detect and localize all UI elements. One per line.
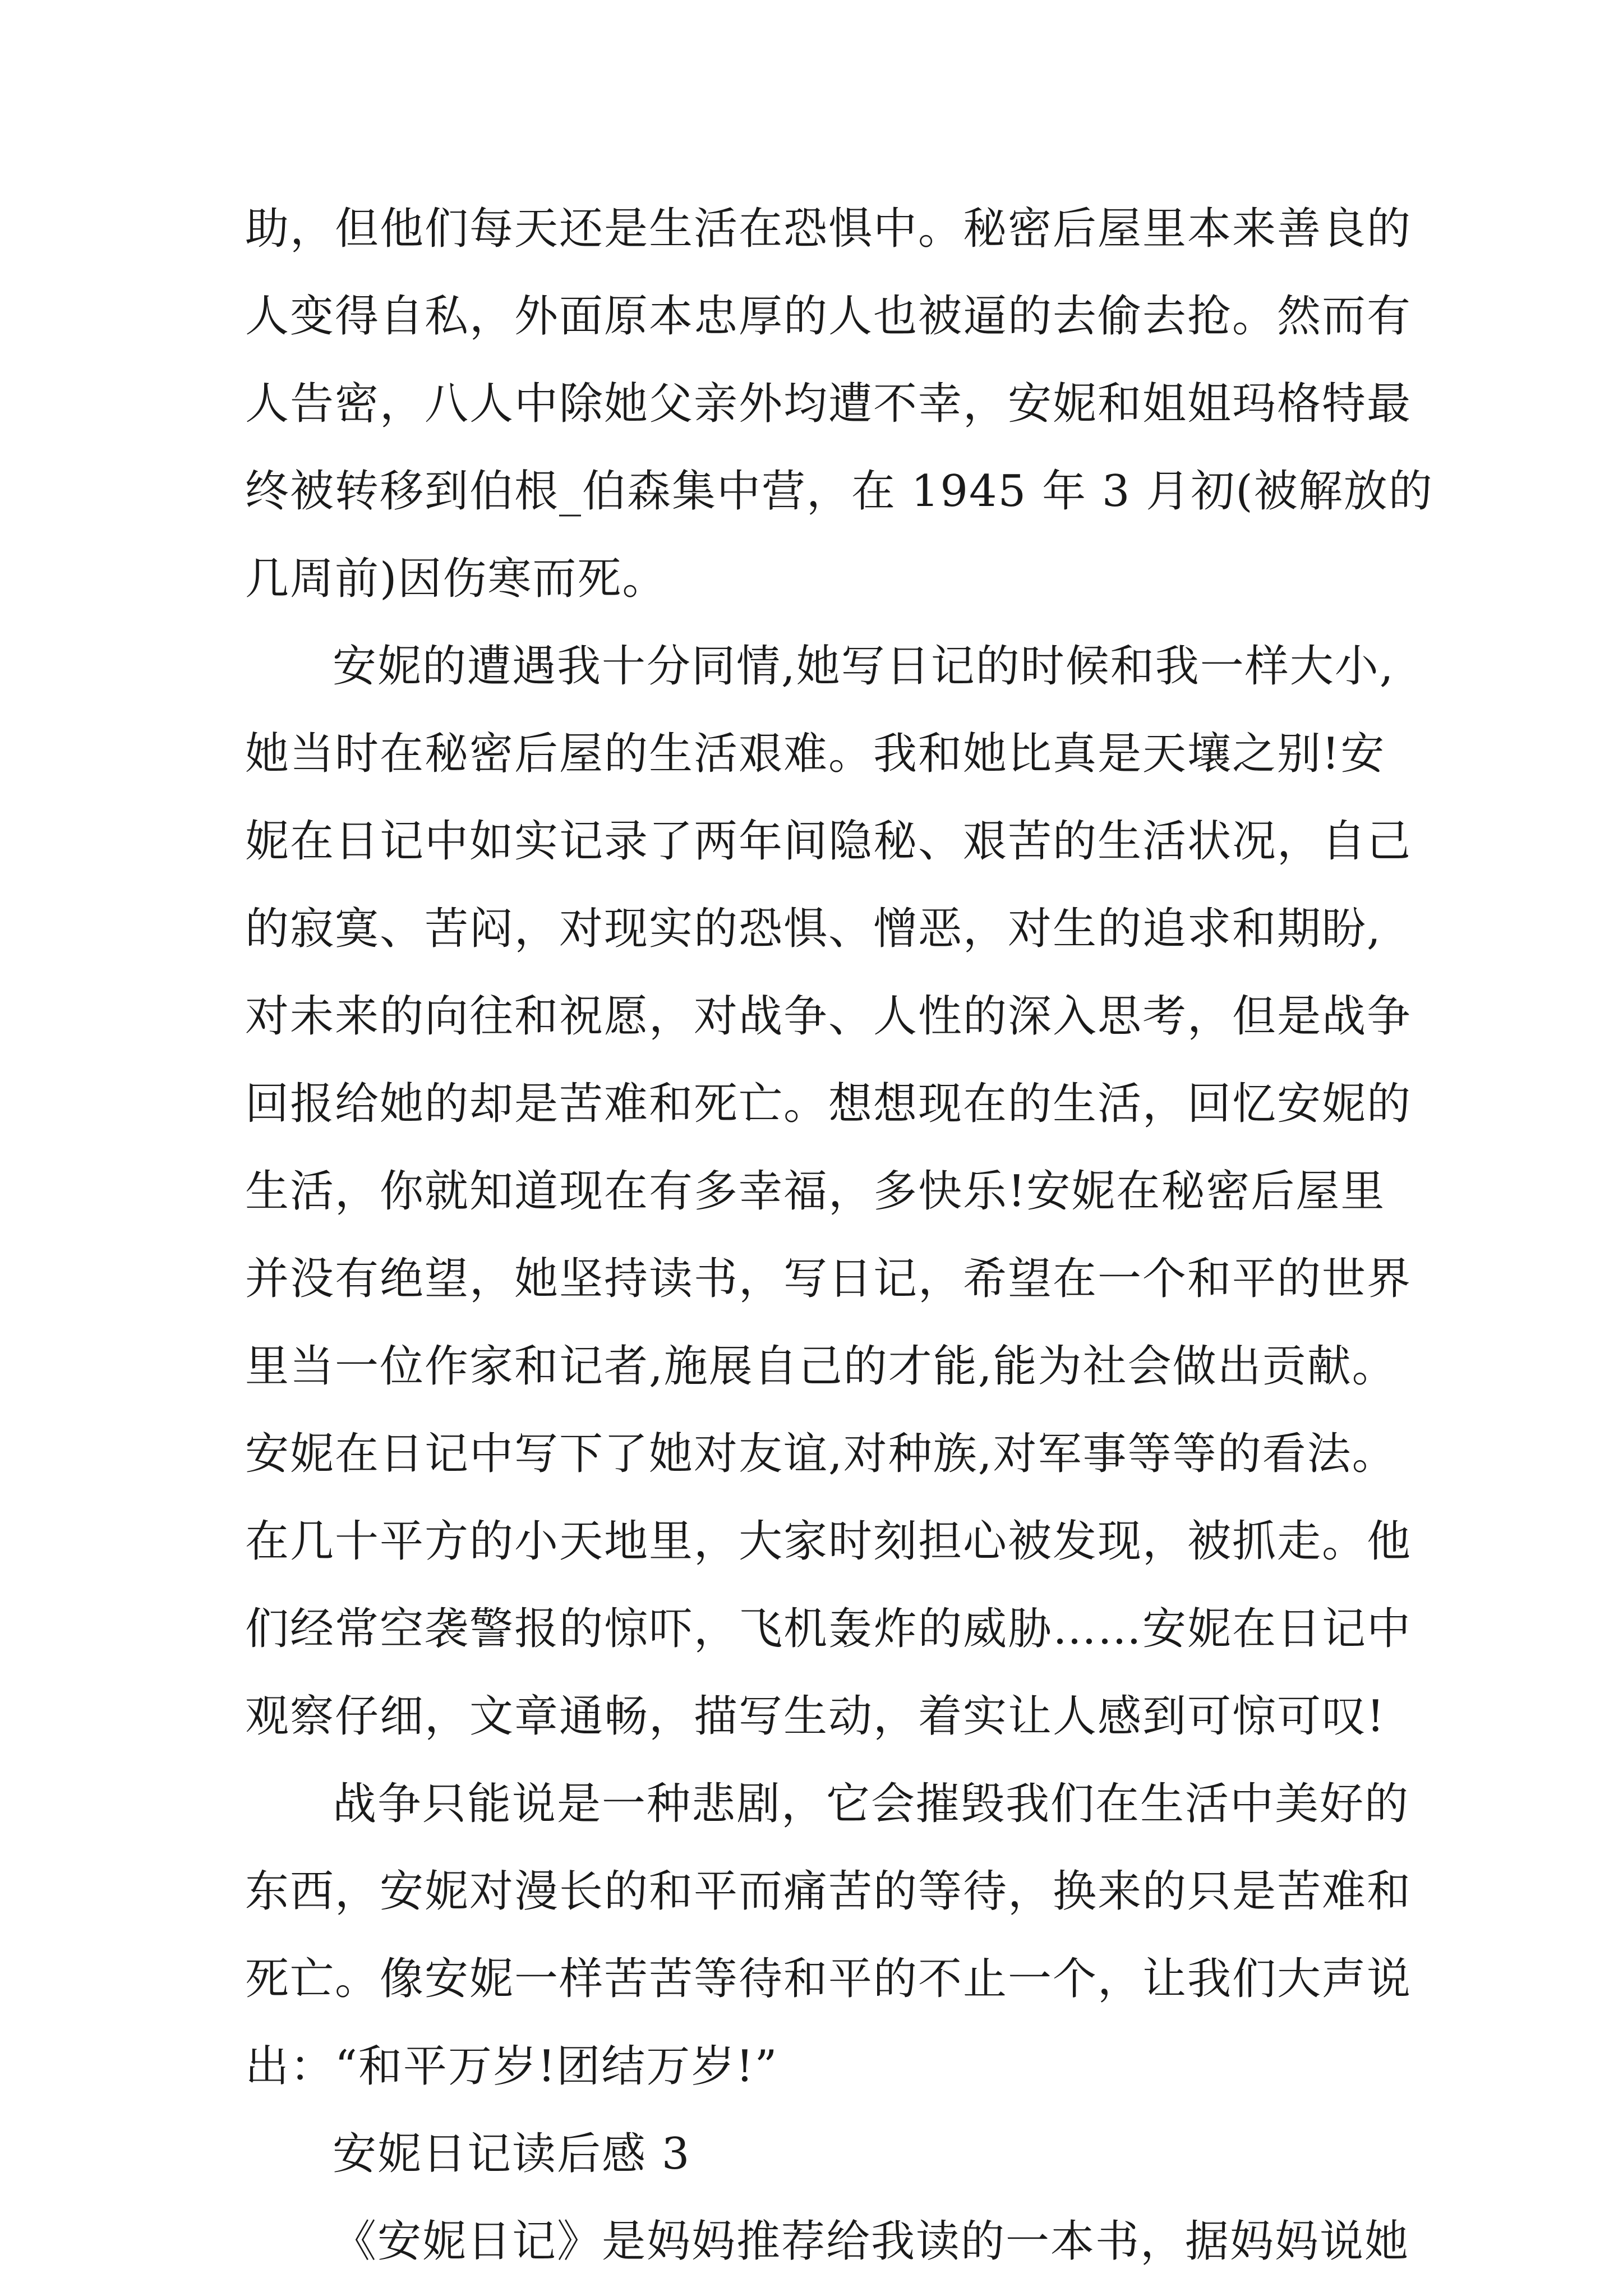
text-line: 人变得自私，外面原本忠厚的人也被逼的去偷去抢。然而有 — [245, 291, 1412, 342]
text-line: 东西，安妮对漫长的和平而痛苦的等待，换来的只是苦难和 — [245, 1866, 1412, 1917]
text-line: 助，但他们每天还是生活在恐惧中。秘密后屋里本来善良的 — [245, 204, 1412, 254]
text-line: 对未来的向往和祝愿，对战争、人性的深入思考，但是战争 — [245, 991, 1412, 1042]
paragraph-first-line: 安妮的遭遇我十分同情,她写日记的时候和我一样大小, — [333, 641, 1395, 692]
text-line: 回报给她的却是苦难和死亡。想想现在的生活，回忆安妮的 — [245, 1079, 1412, 1129]
text-line: 生活，你就知道现在有多幸福，多快乐!安妮在秘密后屋里 — [245, 1166, 1386, 1217]
text-line: 出：“和平万岁!团结万岁!” — [245, 2041, 778, 2092]
paragraph-first-line: 战争只能说是一种悲剧，它会摧毁我们在生活中美好的 — [333, 1779, 1410, 1829]
section-heading: 安妮日记读后感 3 — [333, 2129, 691, 2179]
text-line: 终被转移到伯根_伯森集中营，在 1945 年 3 月初(被解放的 — [245, 466, 1433, 517]
text-line: 人告密，八人中除她父亲外均遭不幸，安妮和姐姐玛格特最 — [245, 379, 1412, 429]
text-line: 几周前)因伤寒而死。 — [245, 554, 667, 604]
text-line: 她当时在秘密后屋的生活艰难。我和她比真是天壤之别!安 — [245, 729, 1386, 779]
text-line: 妮在日记中如实记录了两年间隐秘、艰苦的生活状况，自己 — [245, 816, 1412, 867]
text-line: 死亡。像安妮一样苦苦等待和平的不止一个，让我们大声说 — [245, 1954, 1412, 2004]
text-line: 安妮在日记中写下了她对友谊,对种族,对军事等等的看法。 — [245, 1429, 1397, 1479]
text-line: 里当一位作家和记者,施展自己的才能,能为社会做出贡献。 — [245, 1341, 1397, 1392]
document-body — [245, 185, 1433, 2285]
paragraph-first-line: 《安妮日记》是妈妈推荐给我读的一本书，据妈妈说她 — [333, 2216, 1410, 2267]
text-line: 们经常空袭警报的惊吓，飞机轰炸的威胁……安妮在日记中 — [245, 1604, 1412, 1654]
text-line: 并没有绝望，她坚持读书，写日记，希望在一个和平的世界 — [245, 1254, 1412, 1304]
text-line: 在几十平方的小天地里，大家时刻担心被发现，被抓走。他 — [245, 1516, 1412, 1567]
text-line: 的寂寞、苦闷，对现实的恐惧、憎恶，对生的追求和期盼, — [245, 904, 1382, 954]
text-line: 观察仔细，文章通畅，描写生动，着实让人感到可惊可叹! — [245, 1691, 1386, 1742]
